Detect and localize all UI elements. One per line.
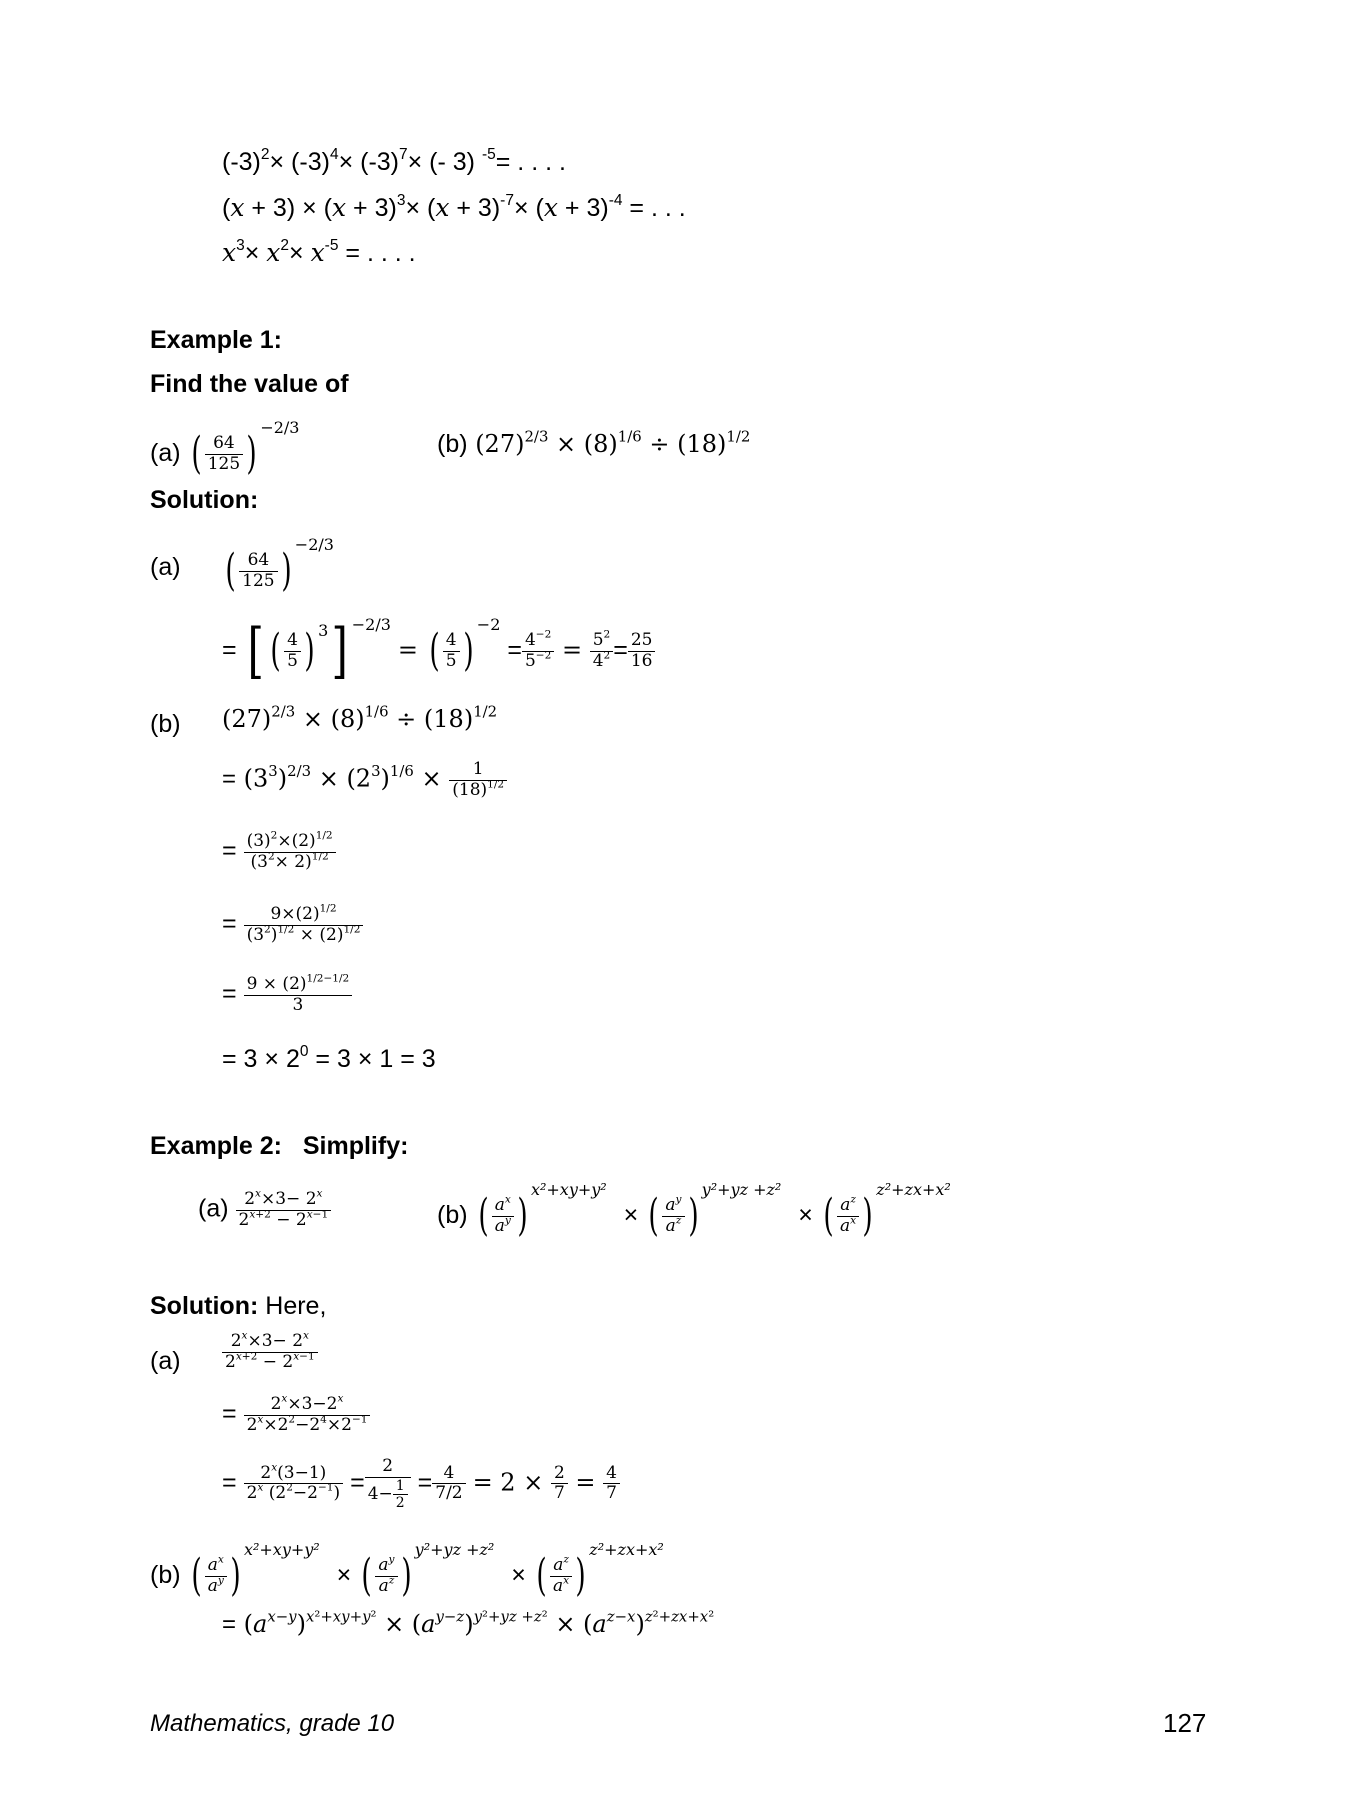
exercise-line-2: $(x + 3) \times (x + 3)^3\times (x + 3)^{-7}\times (x + 3)^{-4}$ = . . . bbox=[222, 192, 686, 222]
sol2-b-line-1: (b) ( $\frac{a^x}{a^y}$ )x²+xy+y² × ( $\frac{a^y}{a^z}$ )y²+yz +z² × ( $\frac{a^z}{a^x}$ )z²+zx+x² bbox=[150, 1540, 664, 1602]
solution-1-heading: Solution: bbox=[150, 486, 259, 514]
example-2-heading: Example 2: Simplify: bbox=[150, 1132, 409, 1160]
part-label: (b) bbox=[437, 430, 468, 458]
sol2-a-line-3: = $\frac{2^x(3-1)}{2^x (2^2-2^{-1})}$ = 2 4− $\frac{1}{2}$ = $\frac{4}{7/2}$ = 2 × $\frac{2}{7}$ = $\frac{4}{7}$ bbox=[222, 1457, 620, 1511]
part-label: (a) bbox=[150, 439, 181, 467]
exercise-line-1: $(-3)^2\times (-3)^4\times (-3)^7\times$ (- 3) $^{-5}$= . . . . bbox=[222, 146, 566, 176]
example-2-part-b: (b) ( $\frac{a^x}{a^y}$ )x²+xy+y² × ( $\frac{a^y}{a^z}$ )y²+yz +z² × ( $\frac{a^z}{a^x}$ )z²+zx+x² bbox=[437, 1180, 951, 1242]
sol-a-line-1: ( $\frac{64}{125}$ )−2/3 bbox=[225, 535, 334, 597]
sol-b-line-1: $(27)^{2/3} \times (8)^{1/6} \div (18)^{1/2}$ bbox=[222, 702, 498, 733]
example-1-heading: Example 1: bbox=[150, 326, 283, 354]
solution-2-heading: Solution: Here, bbox=[150, 1292, 327, 1320]
footer-book-title: Mathematics, grade 10 bbox=[150, 1710, 395, 1737]
sol-b-line-4: = $\frac{9\times(2)^{1/2}}{(3^2)^{1/2} \times (2)^{1/2}}$ bbox=[222, 905, 363, 945]
sol2-b-line-2: = $(a^{x-y})^{x^2+xy+y^2} \times (a^{y-z})^{y^2+yz +z^2} \times (a^{z-x})^{z^2+zx+x^2}$ bbox=[222, 1607, 715, 1638]
sol2-a-label: (a) bbox=[150, 1347, 181, 1375]
part-label: (a) bbox=[198, 1194, 229, 1223]
sol2-a-line-2: = $\frac{2^x\times 3-2^x}{2^x\times 2^2-2^4\times 2^{-1}}$ bbox=[222, 1395, 370, 1435]
sol-b-label: (b) bbox=[150, 710, 181, 738]
sol-b-line-5: = $\frac{9 \times (2)^{1/2-1/2}}{3}$ bbox=[222, 975, 352, 1015]
sol2-b-label: (b) bbox=[150, 1561, 181, 1589]
example-1-prompt: Find the value of bbox=[150, 370, 349, 398]
exercise-line-3: $x^3\times x^2\times x^{-5}$ = . . . . bbox=[222, 237, 416, 267]
part-label: (b) bbox=[437, 1201, 468, 1229]
example-1-part-a: (a) ( $\frac{64}{125}$ )−2/3 bbox=[150, 418, 300, 480]
sol-b-line-2: = $(3^3)^{2/3} \times (2^3)^{1/6}$ × $\frac{1}{(18)^{1/2}}$ bbox=[222, 760, 507, 800]
sol-a-line-2: = [ ( $\frac{4}{5}$ ) 3] −2/3 = ( $\frac{4}{5}$ )−2 = $\frac{4^{-2}}{5^{-2}}$ = $\frac{5^2}{4^2}$ = $\frac{25}{16}$ bbox=[222, 615, 655, 681]
page-number: 127 bbox=[1163, 1708, 1207, 1738]
sol-a-label: (a) bbox=[150, 553, 181, 581]
sol-b-line-3: = $\frac{(3)^2\times(2)^{1/2}}{(3^2\times 2)^{1/2}}$ bbox=[222, 832, 336, 872]
sol-b-line-6: = $3 \times 2^0 = 3 \times 1 = 3$ bbox=[222, 1043, 436, 1073]
example-2-part-a: (a) $\frac{2^x\times 3- 2^x}{2^{x+2} - 2^{x-1}}$ bbox=[198, 1190, 331, 1230]
example-1-part-b: (b) $(27)^{2/3} \times (8)^{1/6} \div (18)^{1/2}$ bbox=[437, 427, 751, 458]
sol2-a-line-1: $\frac{2^x\times 3- 2^x}{2^{x+2} - 2^{x-1}}$ bbox=[222, 1332, 318, 1372]
